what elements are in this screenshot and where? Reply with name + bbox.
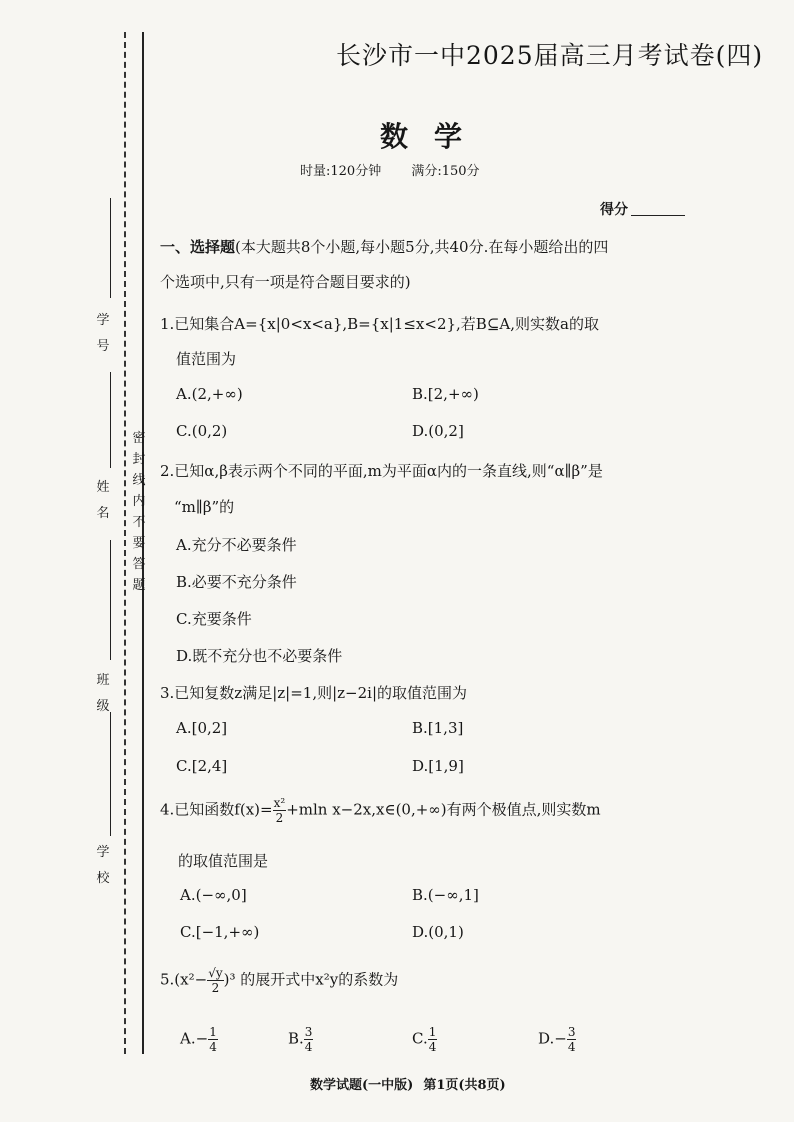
field-line-xuexiao	[110, 712, 111, 836]
q5-prefix: 5.(x²−	[160, 970, 208, 989]
q5-b-num: 3	[304, 1025, 313, 1039]
subject-title: 数学	[380, 120, 489, 153]
q1-option-d: D.(0,2]	[412, 422, 464, 440]
q2-option-b: B.必要不充分条件	[176, 573, 297, 591]
question-2-text-cont: “m∥β”的	[174, 498, 235, 516]
field-label-banji: 班级	[96, 673, 110, 714]
q2-option-d: D.既不充分也不必要条件	[176, 647, 343, 665]
question-4-text-cont: 的取值范围是	[178, 852, 269, 870]
section-title: 一、选择题	[160, 238, 236, 256]
q5-c-letter: C.	[412, 1029, 428, 1048]
q3-option-d: D.[1,9]	[412, 757, 464, 775]
q5-a-sign: −	[195, 1029, 209, 1048]
q5-d-frac	[567, 1025, 577, 1054]
q5-option-c	[412, 1025, 437, 1054]
q5-a-den: 4	[209, 1040, 217, 1054]
q5-c-frac	[428, 1025, 438, 1054]
q3-option-b: B.[1,3]	[412, 719, 464, 737]
score-blank	[631, 215, 685, 216]
q5-a-frac	[208, 1025, 218, 1054]
q5-a-letter: A.	[180, 1029, 196, 1048]
q5-d-letter: D.	[538, 1029, 555, 1048]
field-line-banji	[110, 540, 111, 660]
q5-d-den: 4	[567, 1040, 576, 1054]
question-4-text	[160, 796, 601, 825]
field-label-xingming: 姓名	[96, 480, 110, 521]
q5-c-num: 1	[428, 1025, 437, 1039]
q5-b-den: 4	[304, 1040, 313, 1054]
question-1-text-cont: 值范围为	[176, 350, 237, 368]
q1-option-b: B.[2,+∞)	[412, 385, 479, 403]
q1-option-c: C.(0,2)	[176, 422, 228, 440]
q4-frac-num: x²	[273, 796, 286, 810]
score-field	[600, 199, 685, 219]
question-1-text: 1.已知集合A={x|0<x<a},B={x|1≤x<2},若B⊆A,则实数a的取	[160, 315, 599, 333]
field-label-xuehao: 学号	[96, 313, 110, 354]
q3-option-a: A.[0,2]	[176, 719, 228, 737]
q1-option-a: A.(2,+∞)	[176, 385, 243, 403]
q5-option-a	[180, 1025, 218, 1054]
field-line-xingming	[110, 372, 111, 468]
score-label: 得分	[600, 202, 628, 218]
field-label-xuexiao: 学校	[96, 845, 110, 886]
q5-c-den: 4	[428, 1040, 437, 1054]
q5-frac-num: √y	[208, 966, 223, 980]
exam-title: 长沙市一中2025届高三月考试卷(四)	[336, 41, 764, 70]
question-5-text	[160, 966, 398, 995]
question-3-text: 3.已知复数z满足|z|=1,则|z−2i|的取值范围为	[160, 684, 468, 702]
section-desc-1: (本大题共8个小题,每小题5分,共40分.在每小题给出的四	[235, 238, 609, 256]
q5-d-num: 3	[567, 1025, 576, 1039]
q5-fraction	[207, 966, 223, 995]
q4-prefix: 4.已知函数f(x)=	[160, 800, 273, 819]
q2-option-a: A.充分不必要条件	[176, 536, 297, 554]
exam-meta	[300, 160, 506, 179]
q5-suffix: )³ 的展开式中x²y的系数为	[223, 970, 399, 989]
q5-b-letter: B.	[288, 1029, 304, 1048]
q5-frac-den: 2	[211, 981, 220, 995]
q4-fraction	[273, 796, 287, 825]
q4-option-a: A.(−∞,0]	[180, 886, 247, 904]
binding-dashed-line	[124, 32, 126, 1054]
footer-subject: 数学试题(一中版)	[310, 1078, 414, 1093]
q4-suffix: +mln x−2x,x∈(0,+∞)有两个极值点,则实数m	[286, 800, 601, 819]
q4-option-b: B.(−∞,1]	[412, 886, 479, 904]
q4-frac-den: 2	[275, 811, 284, 825]
q5-b-frac	[304, 1025, 314, 1054]
q2-option-c: C.充要条件	[176, 610, 252, 628]
section-header	[160, 236, 608, 257]
q5-a-num: 1	[209, 1025, 217, 1039]
full-score: 满分:150分	[411, 164, 480, 179]
question-2-text: 2.已知α,β表示两个不同的平面,m为平面α内的一条直线,则“α∥β”是	[160, 462, 603, 480]
field-line-xuehao	[110, 198, 111, 298]
q3-option-c: C.[2,4]	[176, 757, 228, 775]
q4-option-c: C.[−1,+∞)	[180, 923, 260, 941]
q5-option-d	[538, 1025, 576, 1054]
seal-note: 密封线内不要答题	[132, 431, 146, 593]
q5-option-b	[288, 1025, 313, 1054]
footer-page: 第1页(共8页)	[423, 1078, 506, 1093]
page-footer	[310, 1074, 516, 1093]
time-limit: 时量:120分钟	[300, 164, 382, 179]
q4-option-d: D.(0,1)	[412, 923, 464, 941]
section-desc-2: 个选项中,只有一项是符合题目要求的)	[160, 273, 411, 291]
q5-d-sign: −	[554, 1029, 567, 1048]
